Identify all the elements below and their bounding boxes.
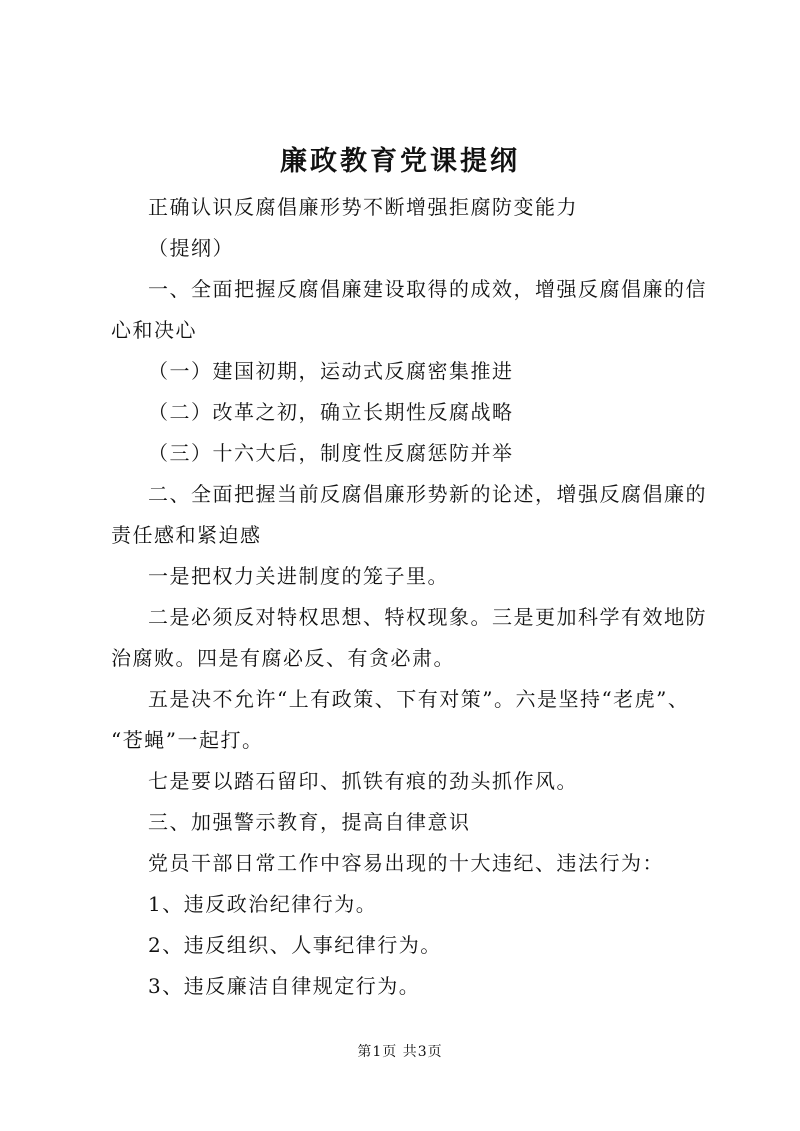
paragraph-line: 心和决心 bbox=[111, 318, 197, 342]
subtitle: 正确认识反腐倡廉形势不断增强拒腐防变能力 bbox=[148, 195, 578, 219]
paragraph-line: （一）建国初期，运动式反腐密集推进 bbox=[148, 359, 514, 383]
paragraph-line: 三、加强警示教育，提高自律意识 bbox=[148, 810, 471, 834]
paragraph-line: （二）改革之初，确立长期性反腐战略 bbox=[148, 400, 514, 424]
paragraph-line: 一是把权力关进制度的笼子里。 bbox=[148, 564, 449, 588]
paragraph-line: 二是必须反对特权思想、特权现象。三是更加科学有效地防 bbox=[148, 605, 707, 629]
paragraph-line: 七是要以踏石留印、抓铁有痕的劲头抓作风。 bbox=[148, 769, 578, 793]
list-item: 1、违反政治纪律行为。 bbox=[148, 892, 378, 916]
paragraph-line: 一、全面把握反腐倡廉建设取得的成效，增强反腐倡廉的信 bbox=[148, 277, 707, 301]
list-item: 3、违反廉洁自律规定行为。 bbox=[148, 974, 421, 998]
document-title: 廉政教育党课提纲 bbox=[280, 146, 520, 177]
paragraph-line: 责任感和紧迫感 bbox=[111, 523, 262, 547]
page-number: 第1页 共3页 bbox=[357, 1044, 443, 1060]
paragraph-line: 党员干部日常工作中容易出现的十大违纪、违法行为： bbox=[148, 851, 664, 875]
paragraph-line: 治腐败。四是有腐必反、有贪必肃。 bbox=[111, 646, 455, 670]
paragraph-line: （三）十六大后，制度性反腐惩防并举 bbox=[148, 441, 514, 465]
paragraph-line: “苍蝇”一起打。 bbox=[111, 728, 264, 752]
list-item: 2、违反组织、人事纪律行为。 bbox=[148, 933, 442, 957]
paragraph-line: 二、全面把握当前反腐倡廉形势新的论述，增强反腐倡廉的 bbox=[148, 482, 707, 506]
paragraph-line: 五是决不允许“上有政策、下有对策”。六是坚持“老虎”、 bbox=[148, 687, 690, 711]
outline-label: （提纲） bbox=[148, 236, 234, 260]
